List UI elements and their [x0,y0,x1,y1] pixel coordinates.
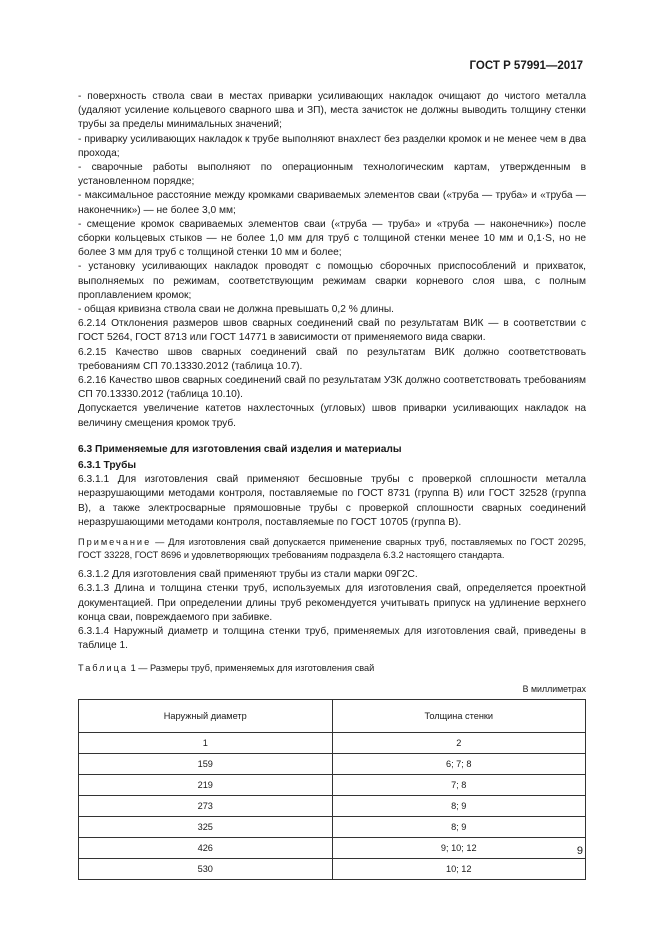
note [78,536,586,562]
paragraph: 6.2.16 Качество швов сварных соединений свай по результатам УЗК должно соответствовать требованиям СП 70.13330.2012 (таблица 10.10). [78,375,586,401]
paragraph: 6.3.1.1 Для изготовления свай применяют бесшовные трубы с проверкой сплошности металла неразрушающими методами контроля, поставляемые по ГОСТ 8731 (группа В) или ГОСТ 32528 (группа В), а также электросварные прямошовные трубы с проверкой сплошности сварных соединений неразрушающими методами контроля, поставляемые по ГОСТ 10705 (группа В). [78,474,586,528]
cell-diameter: 530 [79,858,333,879]
paragraph: - поверхность ствола сваи в местах приварки усиливающих накладок очищают до чистого металла (удаляют усиление кольцевого сварного шва и ЗП), места зачисток не должны выводить толщину стенки трубы за пределы минимальных значений; [78,91,586,131]
table-caption [78,661,586,675]
table-caption-text: 1 — Размеры труб, применяемых для изготовления свай [128,663,375,674]
pipe-dimensions-table [78,699,586,880]
column-number-row [79,732,586,753]
table-unit: В миллиметрах [522,683,586,694]
note-text: — Для изготовления свай допускается применение сварных труб, поставляемых по ГОСТ 20295, ГОСТ 33228, ГОСТ 8696 и удовлетворяющих требованиям подраздела 6.3.2 настоящего стандарта. [78,537,586,561]
column-number: 1 [79,732,333,753]
paragraph: - максимальное расстояние между кромками свариваемых элементов сваи («труба — труба» и «труба — наконечник») — не более 3,0 мм; [78,190,586,216]
section-title: 6.3 Применяемые для изготовления свай изделия и материалы [78,443,402,455]
cell-diameter: 325 [79,816,333,837]
cell-thickness: 9; 10; 12 [332,837,586,858]
document-body [78,90,586,880]
paragraph: - смещение кромок свариваемых элементов сваи («труба — труба» и «труба — наконечник») после сборки кольцевых стыков — не более 1,0 мм для труб с толщиной стенки менее 10 мм и 0,1·S, но не более 3 мм для труб с толщиной стенки 10 мм и более; [78,218,586,259]
cell-thickness: 8; 9 [332,795,586,816]
paragraph: - общая кривизна ствола сваи не должна превышать 0,2 % длины. [78,304,394,316]
cell-thickness: 6; 7; 8 [332,753,586,774]
cell-diameter: 219 [79,774,333,795]
document-header: ГОСТ Р 57991—2017 [469,60,583,72]
cell-diameter: 426 [79,837,333,858]
paragraph: Допускается увеличение катетов нахлесточных (угловых) швов приварки усиливающих накладок на величину смещения кромок труб. [78,403,586,429]
table-caption-label: Таблица [78,663,129,674]
cell-diameter: 159 [79,753,333,774]
paragraph: - установку усиливающих накладок проводят с помощью сборочных приспособлений и прихваток, выполняемых по режимам, соответствующим режимам сварки корневого слоя шва, с полным проплавлением кромок; [78,261,586,301]
paragraph: 6.3.1.3 Длина и толщина стенки труб, используемых для изготовления свай, определяется проектной документацией. При определении длины труб рекомендуется учитывать припуск на удлинение верхнего конца сваи, повреждаемого при забивке. [78,583,586,623]
paragraph: 6.3.1.2 Для изготовления свай применяют трубы из стали марки 09Г2С. [78,569,418,581]
table-header-row [79,699,586,732]
paragraph: 6.2.14 Отклонения размеров швов сварных соединений свай по результатам ВИК — в соответствии с ГОСТ 5264, ГОСТ 8713 или ГОСТ 14771 в зависимости от применяемого вида сварки. [78,318,586,344]
cell-thickness: 8; 9 [332,816,586,837]
paragraph: - сварочные работы выполняют по операционным технологическим картам, утвержденным в установленном порядке; [78,162,586,188]
table-row [79,816,586,837]
table-row [79,795,586,816]
cell-thickness: 7; 8 [332,774,586,795]
note-label: Примечание [78,537,152,548]
table-row [79,753,586,774]
paragraph: 6.3.1.4 Наружный диаметр и толщина стенки труб, применяемых для изготовления свай, приведены в таблице 1. [78,625,586,652]
table-row [79,858,586,879]
page-number: 9 [576,845,583,857]
paragraph: - приварку усиливающих накладок к трубе выполняют внахлест без разделки кромок и не менее чем в два прохода; [78,133,586,159]
table-row [79,837,586,858]
column-number: 2 [332,732,586,753]
header-cell: Наружный диаметр [79,699,333,732]
header-cell: Толщина стенки [332,699,586,732]
cell-thickness: 10; 12 [332,858,586,879]
table-row [79,774,586,795]
subsection-title: 6.3.1 Трубы [78,460,137,472]
paragraph: 6.2.15 Качество швов сварных соединений свай по результатам ВИК должно соответствовать требованиям СП 70.13330.2012 (таблица 10.7). [78,346,586,372]
cell-diameter: 273 [79,795,333,816]
